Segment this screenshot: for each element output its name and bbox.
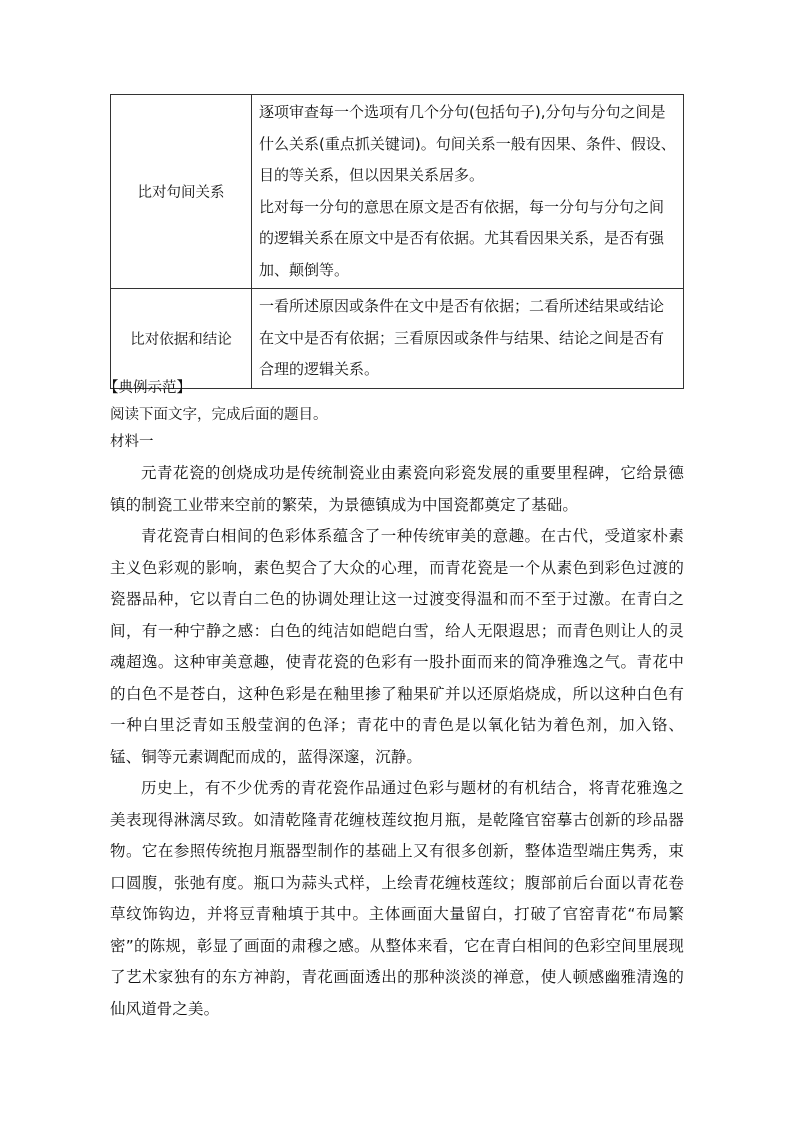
content-paragraph: 比对每一分句的意思在原文是否有依据，每一分句与分句之间的逻辑关系在原文中是否有依据。尤其看因果关系，是否有强加、颠倒等。 [259,197,665,279]
row-content [252,289,684,389]
table-row [111,95,684,289]
row-label: 比对句间关系 [111,95,252,289]
content-paragraph: 一看所述原因或条件在文中是否有依据；二看所述结果或结论在文中是否有依据；三看原因或条件与结果、结论之间是否有合理的逻辑关系。 [259,297,665,378]
body-paragraph: 历史上，有不少优秀的青花瓷作品通过色彩与题材的有机结合，将青花雅逸之美表现得淋漓尽致。如清乾隆青花缠枝莲纹抱月瓶，是乾隆官窑摹古创新的珍品器物。它在参照传统抱月瓶器型制作的基础上又有很多创新，整体造型端庄隽秀，束口圆腹，张弛有度。瓶口为蒜头式样，上绘青花缠枝莲纹；腹部前后台面以青花卷草纹饰钩边，并将豆青釉填于其中。主体画面大量留白，打破了官窑青花“布局繁密”的陈规，彰显了画面的肃穆之感。从整体来看，它在青白相间的色彩空间里展现了艺术家独有的东方神韵，青花画面透出的那种淡淡的禅意，使人顿感幽雅清逸的仙风道骨之美。 [110,779,684,1018]
example-section [104,376,684,1025]
body-paragraph: 青花瓷青白相间的色彩体系蕴含了一种传统审美的意趣。在古代，受道家朴素主义色彩观的影响，素色契合了大众的心理，而青花瓷是一个从素色到彩色过渡的瓷器品种，它以青白二色的协调处理让这一过渡变得温和而不至于过激。在青白之间，有一种宁静之感：白色的纯洁如皑皑白雪，给人无限遐思；而青色则让人的灵魂超逸。这种审美意趣，使青花瓷的色彩有一股扑面而来的简净雅逸之气。青花中的白色不是苍白，这种色彩是在釉里掺了釉果矿并以还原焰烧成，所以这种白色有一种白里泛青如玉般莹润的色泽；青花中的青色是以氧化钴为着色剂，加入铬、锰、铜等元素调配而成的，蓝得深邃，沉静。 [110,527,684,766]
row-label: 比对依据和结论 [111,289,252,389]
table-row [111,289,684,389]
row-content [252,95,684,289]
material-label: 材料一 [110,434,154,450]
content-paragraph: 逐项审查每一个选项有几个分句(包括句子),分句与分句之间是什么关系(重点抓关键词)。句间关系一般有因果、条件、假设、目的等关系，但以因果关系居多。 [259,103,676,184]
instruction-text: 阅读下面文字，完成后面的题目。 [110,407,328,423]
method-table [110,94,684,389]
section-heading: 【典例示范】 [104,380,191,396]
body-paragraph: 元青花瓷的创烧成功是传统制瓷业由素瓷向彩瓷发展的重要里程碑，它给景德镇的制瓷工业带来空前的繁荣，为景德镇成为中国瓷都奠定了基础。 [110,464,684,514]
